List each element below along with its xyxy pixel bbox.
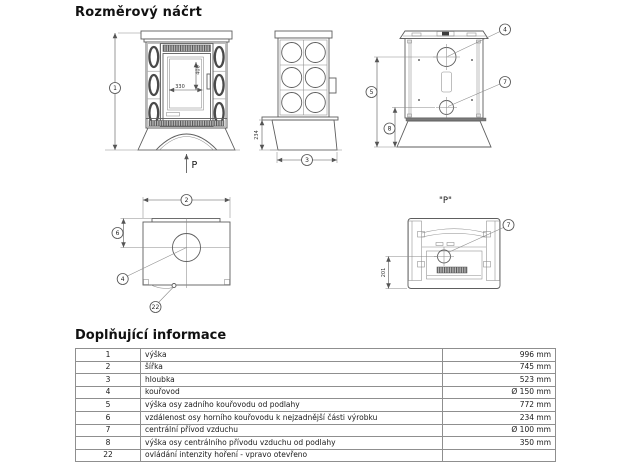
svg-text:1: 1 — [113, 85, 117, 93]
view-arrow-label: P — [191, 160, 198, 171]
row-description: kouřovod — [141, 386, 443, 399]
svg-text:8: 8 — [387, 125, 392, 133]
callout-air-height — [384, 123, 395, 134]
table-row — [76, 424, 556, 437]
row-value: Ø 100 mm — [443, 424, 556, 437]
row-number: 22 — [76, 449, 141, 462]
table-row — [76, 386, 556, 399]
dim-door-height: 400 — [195, 65, 202, 75]
flue-collar-top — [442, 32, 449, 36]
row-value: 234 mm — [443, 411, 556, 424]
table-row — [76, 361, 556, 374]
callout-flue-distance — [112, 228, 123, 239]
callout-depth — [302, 155, 313, 166]
dim-door-width: 330 — [175, 84, 185, 90]
row-number: 4 — [76, 386, 141, 399]
row-number: 8 — [76, 437, 141, 450]
bottom-view — [381, 196, 514, 289]
row-number: 2 — [76, 361, 141, 374]
page-title: Rozměrový náčrt — [75, 5, 203, 20]
svg-text:4: 4 — [503, 26, 507, 34]
callout-overall-height — [110, 83, 121, 94]
front-grille — [163, 45, 211, 52]
row-description: vzdálenost osy horního kouřovodu k nejzadnější části výrobku — [141, 411, 443, 424]
row-number: 1 — [76, 349, 141, 362]
rear-view — [366, 24, 511, 147]
svg-text:2: 2 — [184, 197, 189, 205]
row-description: výška osy centrálního přívodu vzduchu od podlahy — [141, 437, 443, 450]
row-description: centrální přívod vzduchu — [141, 424, 443, 437]
svg-text:22: 22 — [151, 304, 160, 312]
row-description: ovládání intenzity hoření - vpravo otevřeno — [141, 449, 443, 462]
front-plinth — [138, 128, 235, 150]
bottom-view-label: "P" — [439, 196, 452, 206]
row-description: výška osy zadního kouřovodu od podlahy — [141, 399, 443, 412]
dim-air-offset: 201 — [381, 267, 387, 278]
callout-rear-flue-height — [366, 87, 377, 98]
svg-text:5: 5 — [369, 89, 374, 97]
row-number: 5 — [76, 399, 141, 412]
front-view — [105, 31, 240, 173]
table-row — [76, 411, 556, 424]
additional-info-section — [75, 328, 556, 462]
row-number: 7 — [76, 424, 141, 437]
door-handle — [207, 74, 210, 89]
callout-top-flue — [500, 24, 511, 35]
table-row — [76, 374, 556, 387]
top-view — [112, 195, 230, 313]
svg-text:7: 7 — [506, 222, 511, 230]
row-value: 350 mm — [443, 437, 556, 450]
rear-plinth — [397, 121, 491, 147]
callout-flue — [117, 274, 128, 285]
info-title: Doplňující informace — [75, 328, 227, 343]
row-value: 772 mm — [443, 399, 556, 412]
callout-burn-control — [150, 302, 161, 313]
view-direction-arrow — [187, 154, 198, 173]
svg-text:3: 3 — [305, 157, 309, 165]
svg-text:6: 6 — [115, 230, 120, 238]
row-value: 523 mm — [443, 374, 556, 387]
callout-bottom-air-inlet — [503, 220, 514, 231]
control-knob — [172, 284, 176, 288]
info-table — [75, 348, 556, 462]
row-description: výška — [141, 349, 443, 362]
row-value: 996 mm — [443, 349, 556, 362]
callout-air-inlet — [500, 77, 511, 88]
svg-text:4: 4 — [120, 276, 125, 284]
row-value: Ø 150 mm — [443, 386, 556, 399]
callout-width — [181, 195, 192, 206]
table-row — [76, 349, 556, 362]
row-value: 745 mm — [443, 361, 556, 374]
table-row — [76, 399, 556, 412]
row-number: 3 — [76, 374, 141, 387]
row-description: šířka — [141, 361, 443, 374]
side-plinth — [272, 120, 337, 150]
table-row — [76, 437, 556, 450]
grate-slider — [437, 267, 467, 273]
rear-flue-stub — [329, 78, 336, 93]
svg-text:7: 7 — [503, 79, 507, 87]
side-view — [254, 31, 342, 166]
row-description: hloubka — [141, 374, 443, 387]
dim-plinth-height: 234 — [254, 130, 260, 140]
row-number: 6 — [76, 411, 141, 424]
